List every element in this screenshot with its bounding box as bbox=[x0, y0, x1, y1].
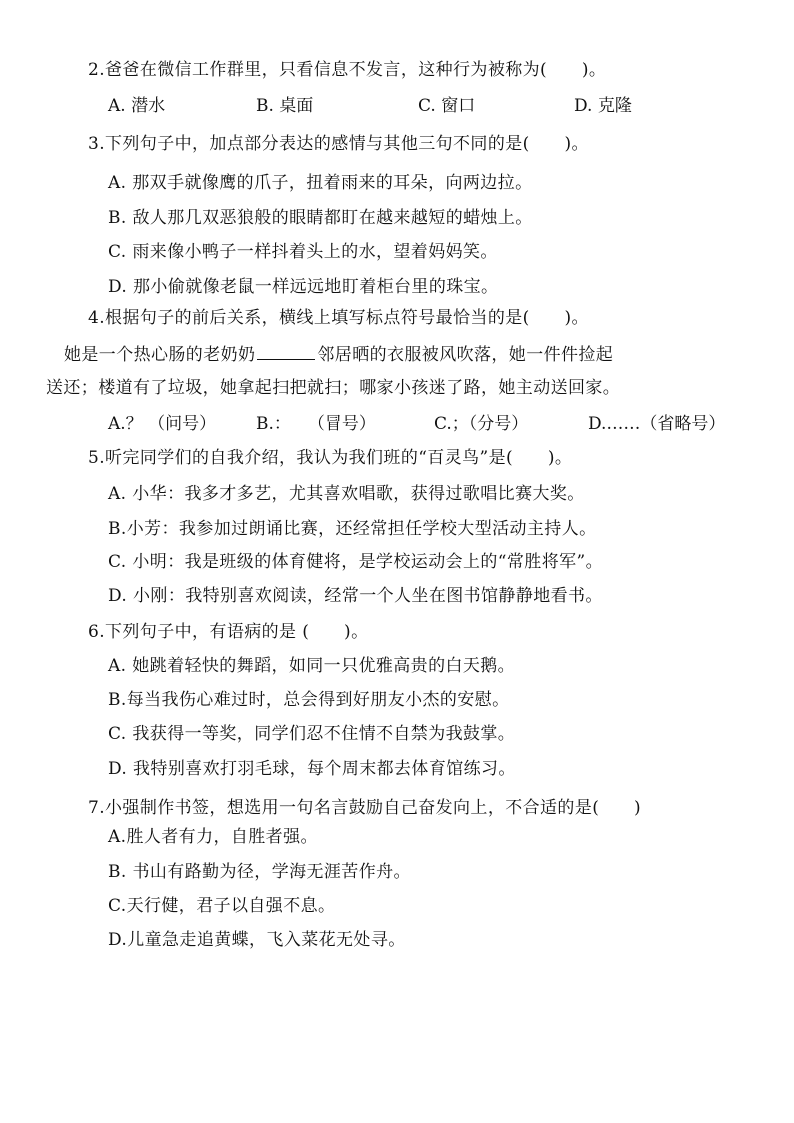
question-6-stem: 6.下列句子中，有语病的是 ( )。 bbox=[88, 622, 369, 642]
option-c[interactable]: C. 窗口 bbox=[418, 96, 476, 116]
question-5-option-a[interactable]: A. 小华：我多才多艺，尤其喜欢唱歌，获得过歌唱比赛大奖。 bbox=[108, 484, 585, 504]
question-3-option-c[interactable]: C. 雨来像小鸭子一样抖着头上的水，望着妈妈笑。 bbox=[108, 242, 498, 262]
passage-after-blank: 邻居晒的衣服被风吹落，她一件件捡起 bbox=[317, 345, 614, 365]
question-4-stem: 4.根据句子的前后关系，横线上填写标点符号最恰当的是( )。 bbox=[88, 308, 589, 328]
question-4-passage-line-2: 送还；楼道有了垃圾，她拿起扫把就扫；哪家小孩迷了路，她主动送回家。 bbox=[46, 378, 621, 398]
question-6-option-b[interactable]: B.每当我伤心难过时，总会得到好朋友小杰的安慰。 bbox=[108, 690, 510, 710]
question-5-option-c[interactable]: C. 小明：我是班级的体育健将，是学校运动会上的“常胜将军”。 bbox=[108, 552, 603, 572]
option-c[interactable]: C.；（分号） bbox=[434, 414, 529, 434]
question-5-stem: 5.听完同学们的自我介绍，我认为我们班的“百灵鸟”是( )。 bbox=[88, 448, 573, 468]
option-b[interactable]: B.： （冒号） bbox=[256, 414, 376, 434]
passage-before-blank: 她是一个热心肠的老奶奶 bbox=[64, 345, 256, 365]
option-a[interactable]: A.？ （问号） bbox=[108, 414, 217, 434]
question-4-passage-line-1 bbox=[64, 343, 613, 366]
question-6-option-c[interactable]: C. 我获得一等奖，同学们忍不住情不自禁为我鼓掌。 bbox=[108, 724, 516, 744]
option-d[interactable]: D.……（省略号） bbox=[588, 414, 726, 434]
question-6-option-d[interactable]: D. 我特别喜欢打羽毛球，每个周末都去体育馆练习。 bbox=[108, 759, 516, 779]
option-b[interactable]: B. 桌面 bbox=[256, 96, 314, 116]
fill-in-blank[interactable] bbox=[257, 343, 315, 360]
question-3-stem: 3.下列句子中，加点部分表达的感情与其他三句不同的是( )。 bbox=[88, 134, 589, 154]
question-7-option-b[interactable]: B. 书山有路勤为径，学海无涯苦作舟。 bbox=[108, 862, 411, 882]
question-2-stem: 2.爸爸在微信工作群里，只看信息不发言，这种行为被称为( )。 bbox=[88, 60, 607, 80]
option-d[interactable]: D. 克隆 bbox=[574, 96, 632, 116]
question-3-option-a[interactable]: A. 那双手就像鹰的爪子，扭着雨来的耳朵，向两边拉。 bbox=[108, 173, 533, 193]
question-7-stem: 7.小强制作书签，想选用一句名言鼓励自己奋发向上，不合适的是( ) bbox=[88, 798, 642, 818]
question-5-option-d[interactable]: D. 小刚：我特别喜欢阅读，经常一个人坐在图书馆静静地看书。 bbox=[108, 586, 603, 606]
option-a[interactable]: A. 潜水 bbox=[108, 96, 166, 116]
question-3-option-d[interactable]: D. 那小偷就像老鼠一样远远地盯着柜台里的珠宝。 bbox=[108, 277, 499, 297]
question-7-option-a[interactable]: A.胜人者有力，自胜者强。 bbox=[108, 827, 318, 847]
question-5-option-b[interactable]: B.小芳：我参加过朗诵比赛，还经常担任学校大型活动主持人。 bbox=[108, 519, 597, 539]
question-6-option-a[interactable]: A. 她跳着轻快的舞蹈，如同一只优雅高贵的白天鹅。 bbox=[108, 656, 516, 676]
question-7-option-d[interactable]: D.儿童急走追黄蝶，飞入菜花无处寻。 bbox=[108, 930, 406, 950]
question-3-option-b[interactable]: B. 敌人那几双恶狼般的眼睛都盯在越来越短的蜡烛上。 bbox=[108, 208, 533, 228]
question-7-option-c[interactable]: C.天行健，君子以自强不息。 bbox=[108, 896, 336, 916]
